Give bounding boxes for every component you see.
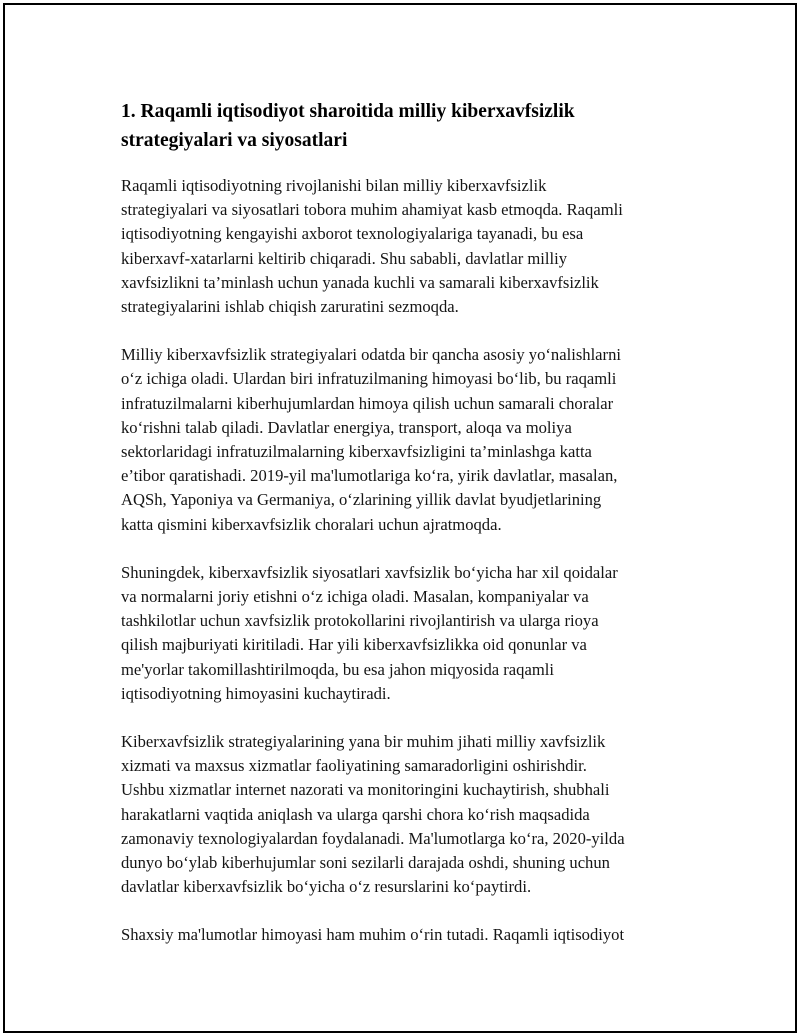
text-line: tashkilotlar uchun xavfsizlik protokollarini rivojlantirish va ularga rioya xyxy=(121,611,599,631)
text-line: zamonaviy texnologiyalardan foydalanadi. Ma'lumotlarga ko‘ra, 2020-yilda xyxy=(121,828,625,848)
text-line: Milliy kiberxavfsizlik strategiyalari odatda bir qancha asosiy yo‘nalishlarni xyxy=(121,345,621,365)
text-line: qilish majburiyati kiritiladi. Har yili kiberxavfsizlikka oid qonunlar va xyxy=(121,635,587,655)
document-body xyxy=(121,97,691,972)
text-line: iqtisodiyotning kengayishi axborot texnologiyalariga tayanadi, bu esa xyxy=(121,224,584,244)
text-line: iqtisodiyotning himoyasini kuchaytiradi. xyxy=(121,683,391,703)
paragraph-1 xyxy=(121,174,691,319)
text-line: katta qismini kiberxavfsizlik choralari uchun ajratmoqda. xyxy=(121,514,502,534)
text-line: infratuzilmalarni kiberhujumlardan himoya qilish uchun samarali choralar xyxy=(121,393,614,413)
text-line: o‘z ichiga oladi. Ulardan biri infratuzilmaning himoyasi bo‘lib, bu raqamli xyxy=(121,369,617,389)
heading-line: strategiyalari va siyosatlari xyxy=(121,130,348,151)
paragraph-4 xyxy=(121,730,691,899)
text-line: dunyo bo‘ylab kiberhujumlar soni sezilarli darajada oshdi, shuning uchun xyxy=(121,853,610,873)
heading-line: 1. Raqamli iqtisodiyot sharoitida milliy kiberxavfsizlik xyxy=(121,101,575,122)
text-line: strategiyalarini ishlab chiqish zaruratini sezmoqda. xyxy=(121,297,459,317)
text-line: harakatlarni vaqtida aniqlash va ularga qarshi chora ko‘rish maqsadida xyxy=(121,804,590,824)
text-line: me'yorlar takomillashtirilmoqda, bu esa jahon miqyosida raqamli xyxy=(121,659,554,679)
text-line: xizmati va maxsus xizmatlar faoliyatining samaradorligini oshirishdir. xyxy=(121,756,587,776)
text-line: Raqamli iqtisodiyotning rivojlanishi bilan milliy kiberxavfsizlik xyxy=(121,176,547,195)
text-line: Ushbu xizmatlar internet nazorati va monitoringini kuchaytirish, shubhali xyxy=(121,780,610,800)
text-line: Kiberxavfsizlik strategiyalarining yana bir muhim jihati milliy xavfsizlik xyxy=(121,732,606,752)
text-line: kiberxavf-xatarlarni keltirib chiqaradi. Shu sababli, davlatlar milliy xyxy=(121,248,568,268)
text-line: Shaxsiy ma'lumotlar himoyasi ham muhim o‘rin tutadi. Raqamli iqtisodiyot xyxy=(121,925,625,945)
text-line: xavfsizlikni ta’minlash uchun yanada kuchli va samarali kiberxavfsizlik xyxy=(121,272,599,292)
page-frame xyxy=(3,3,797,1033)
paragraph-2 xyxy=(121,343,691,537)
paragraph-3 xyxy=(121,561,691,706)
text-line: sektorlaridagi infratuzilmalarning kiberxavfsizligini ta’minlashga katta xyxy=(121,442,592,462)
text-line: va normalarni joriy etishni o‘z ichiga oladi. Masalan, kompaniyalar va xyxy=(121,587,589,607)
text-line: AQSh, Yaponiya va Germaniya, o‘zlarining yillik davlat byudjetlarining xyxy=(121,490,602,510)
section-heading xyxy=(121,97,691,155)
text-line: strategiyalari va siyosatlari tobora muhim ahamiyat kasb etmoqda. Raqamli xyxy=(121,200,623,220)
text-line: ko‘rishni talab qiladi. Davlatlar energiya, transport, aloqa va moliya xyxy=(121,417,572,437)
text-line: Shuningdek, kiberxavfsizlik siyosatlari xavfsizlik bo‘yicha har xil qoidalar xyxy=(121,562,618,582)
text-line: davlatlar kiberxavfsizlik bo‘yicha o‘z resurslarini ko‘paytirdi. xyxy=(121,877,532,897)
text-line: e’tibor qaratishadi. 2019-yil ma'lumotlariga ko‘ra, yirik davlatlar, masalan, xyxy=(121,466,618,486)
paragraph-5 xyxy=(121,923,691,947)
